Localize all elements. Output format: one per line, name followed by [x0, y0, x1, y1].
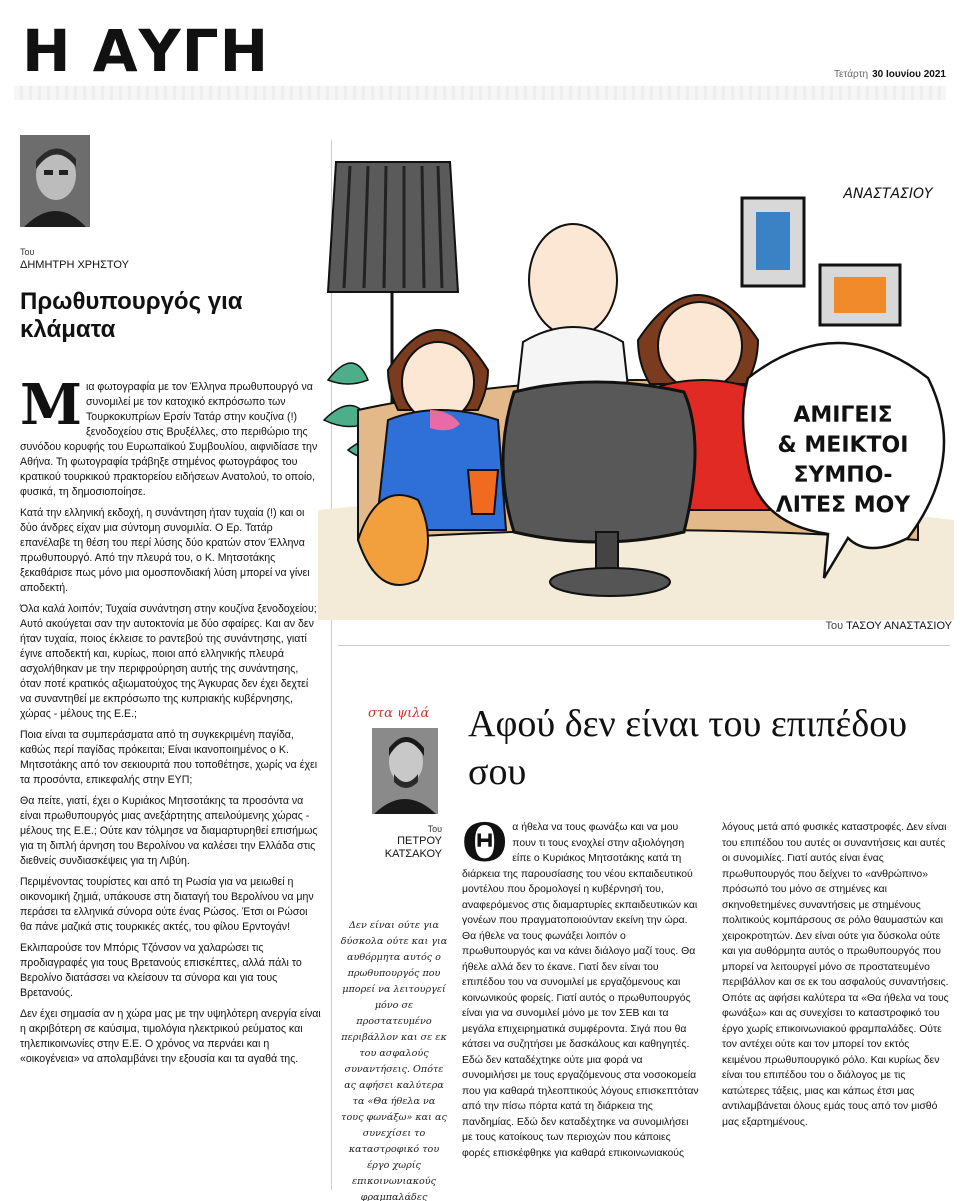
article-paragraph: Εκλιπαρούσε τον Μπόρις Τζόνσον να χαλαρώσει τις προδιαγραφές για τους Βρετανούς επισκέπτες, αλλά πάλι το Βερολίνο διατάσσει να κλείσουν τα σύνορα και για τους Βρετανούς.	[20, 942, 302, 999]
article-paragraph: Θα πείτε, γιατί, έχει ο Κυριάκος Μητσοτάκης τα προσόντα να είναι πρωθυπουργός μιας ανεξάρτητης απειλούμενης χώρας - μέλους της Ε.Ε.; Ούτε καν τόλμησε να διαμαρτυρηθεί επισήμως για τη διπλή άρνηση του Βερολίνου να καλέσει την Ελλάδα στις διεθνείς συνδιασκέψεις για τη Λιβύη.	[20, 795, 318, 867]
speech-line: & ΜΕΙΚΤΟΙ	[777, 433, 909, 458]
drop-cap: Μ	[20, 372, 82, 438]
author-name: ΠΕΤΡΟΥ ΚΑΤΣΑΚΟΥ	[384, 835, 442, 860]
cartoon-credit	[825, 620, 952, 632]
cartoon-credit-name: ΤΑΣΟΥ ΑΝΑΣΤΑΣΙΟΥ	[846, 620, 952, 632]
article-headline: Πρωθυπουργός για κλάματα	[20, 288, 243, 343]
speech-line: ΛΙΤΕΣ ΜΟΥ	[775, 493, 911, 518]
article-paragraph: Ποια είναι τα συμπεράσματα από τη συγκεκριμένη παγίδα, καθώς περί παγίδας πρόκειται; Είναι ικανοποιημένος ο Κ. Μητσοτάκης από τον σεκιουριτά που τοποθέτησε, χωρίς να έχει τα προσόντα, επικεφαλής στην ΕΥΠ;	[20, 729, 318, 786]
article-paragraph: Κατά την ελληνική εκδοχή, η συνάντηση ήταν τυχαία (!) και οι δύο άνδρες είχαν μια σύντομη συνομιλία. Ο Ερ. Τατάρ επανέλαβε τη θέση του περί λύσης δύο κρατών στον Έλληνα πρωθυπουργό. Από την πλευρά του, ο Κ. Μητσοτάκης ξεκαθάρισε πως μόνο μια ομοσπονδιακή λύση μπορεί να γίνει αποδεκτή.	[20, 507, 310, 594]
author-name: ΔΗΜΗΤΡΗ ΧΡΗΣΤΟΥ	[20, 259, 129, 271]
article-text: α ήθελα να τους φωνάξω και να μου πουν τι τους ενοχλεί στην αξιολόγηση είπε ο Κυριάκος Μητσοτάκης κατά τη διάρκεια της παρουσίασης του νέου εκπαιδευτικού μοντέλου που δρομολογεί η κυβέρνησή του, αναφερόμενος στις διαμαρτυρίες εκπαιδευτικών και γονέων που πραγματοποιούνταν εκείνη την ώρα. Θα ήθελε να τους φωνάξει λοιπόν ο πρωθυπουργός και να κάνει διάλογο μαζί τους. Θα ήθελε αλλά δεν το έκανε. Γιατί δεν είναι του επιπέδου του να συνομιλεί με εργαζόμενους και κοινωνικούς φορείς. Γιατί αυτός ο πρωθυπουργός είναι για να συνομιλεί μόνο με τον ΣΕΒ και τα μεγάλα επιχειρηματικά συμφέροντα. Σιγά που θα κάτσει να συζητήσει με δασκάλους και καθηγητές. Εδώ δεν καταδέχτηκε ούτε μια φορά να συνομιλήσει με τους εργαζόμενους στα νοσοκομεία που για καθαρά τηλεοπτικούς λόγους επισκεπτόταν από την πίσω πόρτα κατά τη διάρκεια της πανδημίας. Εδώ δεν καταδέχτηκε να συνομιλήσει με τους κατοίκους των περιοχών που κάποιες φορές επισκέφθηκε για καθαρά επικοινωνιακούς	[462, 822, 699, 1159]
article-column	[462, 813, 700, 1161]
speech-line: ΑΜΙΓΕΙΣ	[793, 403, 893, 428]
author-photo	[20, 135, 90, 227]
article-body	[20, 372, 322, 1073]
article-column: λόγους μετά από φυσικές καταστροφές. Δεν είναι του επιπέδου του αυτές οι συναντήσεις και αυτές οι συνομιλίες. Γιατί αυτός είναι ένας πρωθυπουργός που δείχνει το «ανθρώπινο» πρόσωπό του μόνο σε στημένες και σκηνοθετημένες συναντήσεις με στημένους πολιτικούς κομπάρσους σε ρόλο θαυμαστών και χειροκροτητών. Δεν είναι ούτε για δύσκολα ούτε και για αυθόρμητα αυτός ο πρωθυπουργός που μπορεί να λειτουργεί μόνο σε προστατευμένο περιβάλλον και σε εκ του ασφαλούς συναντήσεις. Οπότε ας αφήσει καλύτερα τα «Θα ήθελα να τους φωνάξω» και ας συνεχίσει το καταστροφικό του έργο χωρίς επικοινωνιακού φραμπαλάδες. Ούτε τον αντέχει ούτε και τον μπορεί τον εκτός κειμένου πρωθυπουργικό ρόλο. Και κυρίως δεν είναι του επιπέδου του ο διάλογος με τις κατώτερες τάξεις, μιας και κάπως έτσι μας αντιλαμβάνεται όλους εμάς τους από τον μισθό μας εξαρτημένους.	[722, 822, 949, 1128]
date-value: 30 Ιουνίου 2021	[872, 69, 946, 80]
article-paragraph: Μια φωτογραφία με τον Έλληνα πρωθυπουργό να συνομιλεί με τον κατοχικό εκπρόσωπο των Τουρκοκυπρίων Ερσίν Τατάρ στην κουζίνα (!) ξενοδοχείου στις Βρυξέλλες, στο περιθώριο της συνόδου κορυφής του Ευρωπαϊκού Συμβουλίου, αιφνιδίασε την Αθήνα. Τη φωτογραφία τράβηξε στημένος φωτογράφος του κρατικού τουρκικού πρακτορείου ειδήσεων Ανατολού, το οποίο, φυσικά, τη δημοσιοποίησε.	[20, 372, 318, 498]
date-weekday: Τετάρτη	[833, 69, 869, 80]
newspaper-masthead: Η ΑΥΓΗ	[22, 17, 270, 85]
article-headline: Αφού δεν είναι του επιπέδου σου	[468, 703, 908, 793]
cartoon-credit-label: Του	[825, 620, 844, 632]
article-paragraph: Περιμένοντας τουρίστες και από τη Ρωσία για να μειωθεί η οικονομική ζημιά, υπάκουσε στη διαταγή του Βερολίνου να μην περάσει τα ελληνικά σύνορα ούτε ένας Ρώσος. Έτσι οι Ρώσοι θα πάνε μαζικά στις τουρκικές ακτές, του φίλου Ερντογάν!	[20, 876, 314, 933]
speech-line: ΣΥΜΠΟ-	[793, 463, 893, 488]
pull-quote: Δεν είναι ούτε για δύσκολα ούτε και για αυθόρμητα αυτός ο πρωθυπουργός που μπορεί να λειτουργεί μόνο σε προστατευμένο περιβάλλον και σε εκ του ασφαλούς συναντήσεις. Οπότε ας αφήσει καλύτερα τα «Θα ήθελα να τους φωνάξω» και ας συνεχίσει το καταστροφικό του έργο χωρίς επικοινωνιακούς φραμπαλάδες	[340, 920, 448, 1201]
article-paragraph: Δεν έχει σημασία αν η χώρα μας με την υψηλότερη ανεργία είναι η ακριβότερη σε καύσιμα, τιμολόγια ηλεκτρικού ρεύματος και τηλεπικοινωνίες στην Ε.Ε. Ο χρόνος να περνάει και η «οικογένεια» να απολαμβάνει την εξουσία και τα αγαθά της.	[20, 1008, 321, 1065]
drop-cap: Θ	[462, 813, 508, 874]
section-divider	[338, 645, 950, 646]
editorial-cartoon	[318, 120, 954, 620]
author-photo	[372, 728, 438, 814]
article-paragraph: Όλα καλά λοιπόν; Τυχαία συνάντηση στην κουζίνα ξενοδοχείου; Αυτό ακούγεται σαν την αυτοκτονία με δύο σφαίρες. Και αν δεν ήταν τυχαία, ποιος έκλεισε το ραντεβού της συνάντησης, γιατί έγινε αποδεκτή και, κυρίως, ποιοι από ελληνικής πλευρά ασχολήθηκαν με την περιφρούρηση αυτής της συνάντησης, όταν ποτέ κρατικός αξιωματούχος της Άγκυρας δεν έχει δεχτεί να συναντηθεί με εκπρόσωπο της κυπριακής κυβέρνησης, χώρας - μέλους της Ε.Ε.;	[20, 603, 317, 720]
issue-date	[834, 69, 946, 80]
author-label: Του	[20, 247, 35, 257]
author-label: Του	[427, 824, 442, 834]
column-kicker: στα ψιλά	[368, 706, 430, 721]
header-band	[14, 86, 946, 100]
cartoonist-signature: ΑΝΑΣΤΑΣΙΟΥ	[843, 186, 933, 202]
